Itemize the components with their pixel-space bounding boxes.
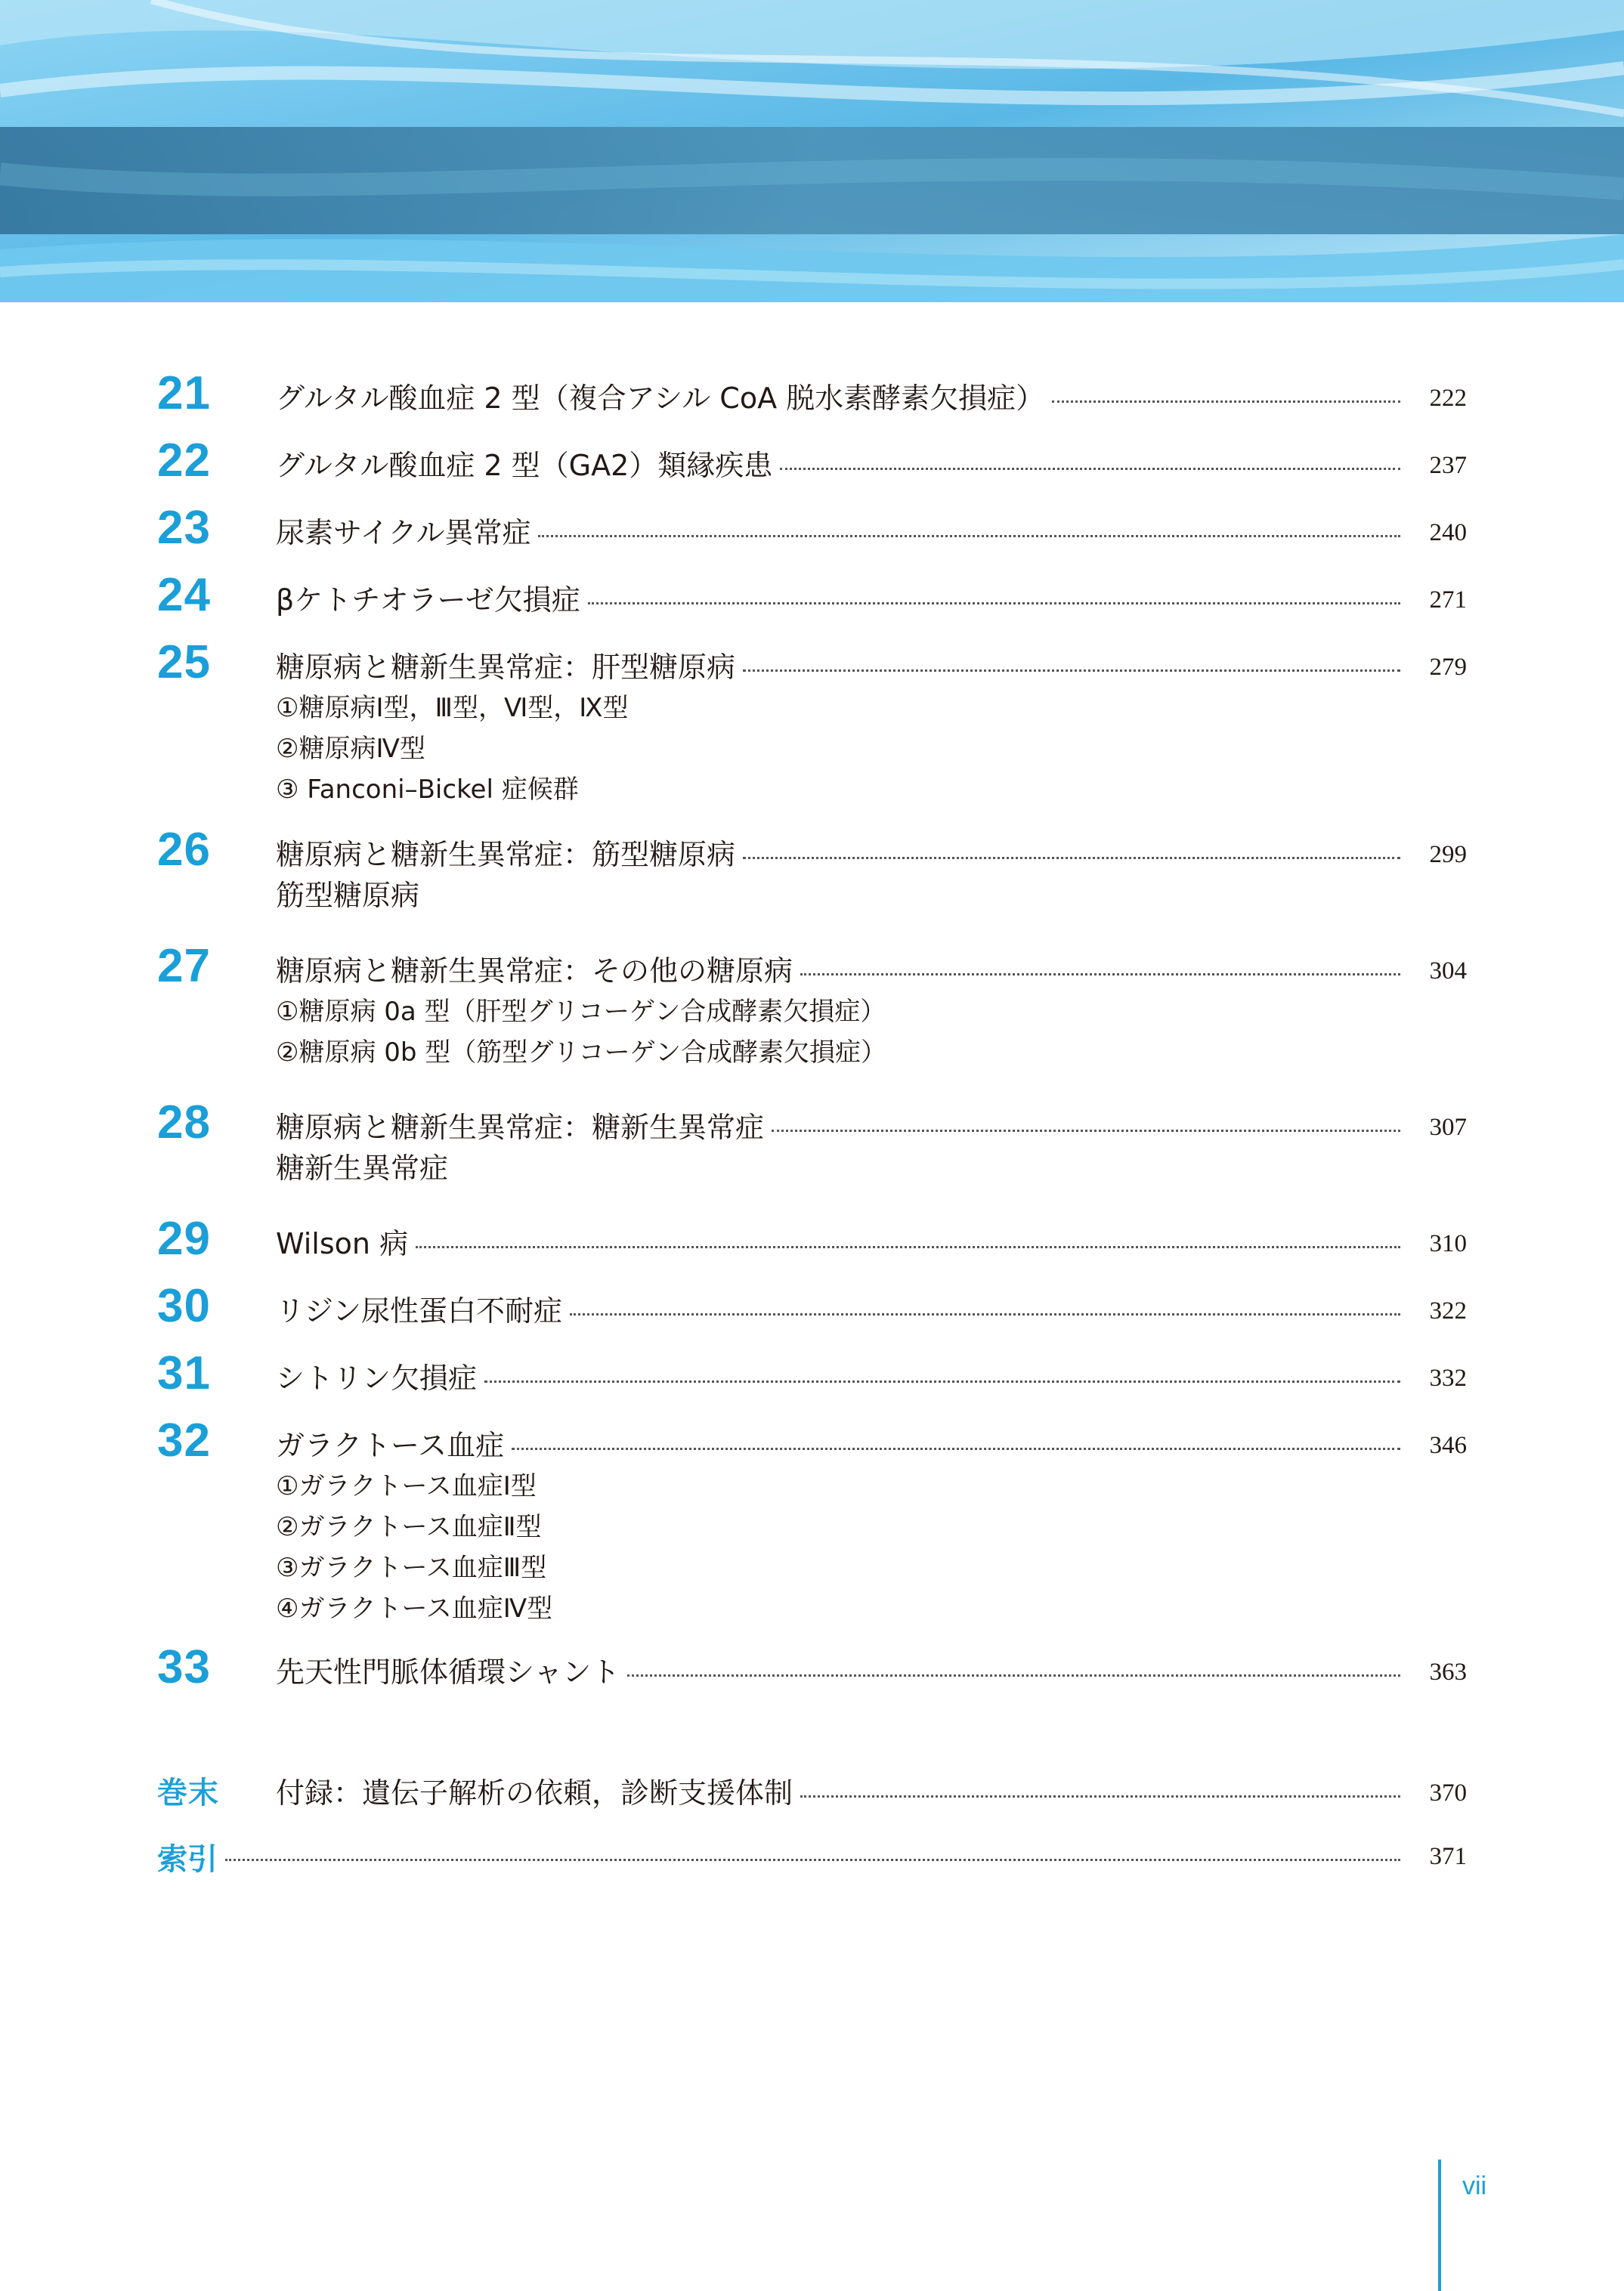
chapter-title: ガラクトース血症 — [276, 1429, 505, 1462]
chapter-title: 糖原病と糖新生異常症：その他の糖原病 — [276, 954, 793, 988]
chapter-title: Wilson 病 — [276, 1227, 409, 1260]
dot-leader — [512, 1448, 1400, 1450]
footer-rule — [1438, 2160, 1441, 2291]
chapter-title: グルタル酸血症 2 型（複合アシル CoA 脱水素酵素欠損症） — [276, 382, 1045, 415]
sub-item: ②ガラクトース血症Ⅱ型 — [276, 1512, 542, 1542]
dot-leader — [416, 1246, 1400, 1248]
sub-item: ②糖原病 0b 型（筋型グリコーゲン合成酵素欠損症） — [276, 1037, 886, 1068]
sub-list — [276, 991, 886, 1073]
sub-item: ③ Fanconi–Bickel 症候群 — [276, 774, 579, 805]
chapter-title: 糖原病と糖新生異常症：筋型糖原病 — [276, 838, 736, 871]
chapter-title: リジン尿性蛋白不耐症 — [276, 1294, 563, 1328]
dot-leader — [743, 857, 1400, 859]
sub-list — [276, 1466, 552, 1629]
index-label: 索引 — [157, 1841, 218, 1877]
dot-leader — [780, 468, 1400, 470]
chapter-title: 糖原病と糖新生異常症：糖新生異常症 — [276, 1111, 765, 1144]
page-number: 307 — [1429, 1114, 1467, 1141]
chapter-number: 25 — [157, 636, 211, 688]
chapter-title: 尿素サイクル異常症 — [276, 516, 531, 549]
chapter-title: 先天性門脈体循環シャント — [276, 1656, 620, 1689]
page-number: 299 — [1429, 841, 1467, 868]
sub-item: 筋型糖原病 — [276, 879, 420, 912]
chapter-title: シトリン欠損症 — [276, 1362, 478, 1395]
sub-list — [276, 875, 419, 916]
appendix-label: 巻末 — [157, 1776, 219, 1810]
page-number: 240 — [1429, 519, 1467, 546]
chapter-title: βケトチオラーゼ欠損症 — [276, 583, 580, 617]
chapter-title: グルタル酸血症 2 型（GA2）類縁疾患 — [276, 449, 773, 482]
page-number: 222 — [1429, 385, 1467, 412]
sub-item: ④ガラクトース血症Ⅳ型 — [276, 1594, 553, 1624]
dot-leader — [627, 1674, 1400, 1677]
dot-leader — [484, 1380, 1400, 1383]
dot-leader — [1052, 400, 1400, 403]
sub-list — [276, 688, 629, 810]
dot-leader — [588, 602, 1400, 604]
dot-leader — [743, 669, 1400, 672]
sub-item: ①糖原病 0a 型（肝型グリコーゲン合成酵素欠損症） — [276, 997, 886, 1027]
chapter-number: 21 — [157, 367, 211, 419]
dot-leader — [800, 973, 1400, 975]
chapter-number: 28 — [157, 1096, 211, 1149]
page-folio: vii — [1462, 2172, 1487, 2200]
page-number: 363 — [1429, 1659, 1467, 1686]
dot-leader — [570, 1313, 1400, 1316]
chapter-number: 32 — [157, 1414, 211, 1467]
chapter-number: 29 — [157, 1213, 211, 1265]
sub-item: ③ガラクトース血症Ⅲ型 — [276, 1553, 547, 1583]
sub-item: ①糖原病Ⅰ型，Ⅲ型，Ⅵ型，Ⅸ型 — [276, 693, 629, 723]
chapter-number: 24 — [157, 569, 211, 621]
chapter-number: 33 — [157, 1641, 211, 1693]
chapter-number: 23 — [157, 502, 211, 554]
page-number: 370 — [1429, 1779, 1467, 1807]
chapter-number: 27 — [157, 940, 211, 992]
dot-leader — [800, 1795, 1400, 1798]
page-number: 371 — [1429, 1843, 1467, 1870]
chapter-number: 30 — [157, 1280, 211, 1332]
page-number: 332 — [1429, 1365, 1467, 1392]
page-number: 322 — [1429, 1297, 1467, 1325]
page-number: 304 — [1429, 957, 1467, 985]
page-number: 271 — [1429, 586, 1467, 614]
page-number: 310 — [1429, 1230, 1467, 1257]
chapter-number: 26 — [157, 824, 211, 876]
sub-item: 糖新生異常症 — [276, 1152, 449, 1185]
dot-leader — [772, 1130, 1400, 1132]
page-number: 279 — [1429, 654, 1467, 681]
chapter-number: 31 — [157, 1347, 211, 1399]
sub-item: ②糖原病Ⅳ型 — [276, 734, 425, 764]
chapter-number: 22 — [157, 434, 211, 487]
page-number: 346 — [1429, 1432, 1467, 1459]
sub-list — [276, 1148, 448, 1189]
chapter-title: 糖原病と糖新生異常症：肝型糖原病 — [276, 651, 736, 684]
sub-item: ①ガラクトース血症Ⅰ型 — [276, 1471, 537, 1501]
dot-leader — [538, 535, 1400, 537]
dot-leader — [225, 1859, 1400, 1861]
appendix-title: 付録：遺伝子解析の依頼，診断支援体制 — [276, 1776, 793, 1810]
page-number: 237 — [1429, 452, 1467, 479]
